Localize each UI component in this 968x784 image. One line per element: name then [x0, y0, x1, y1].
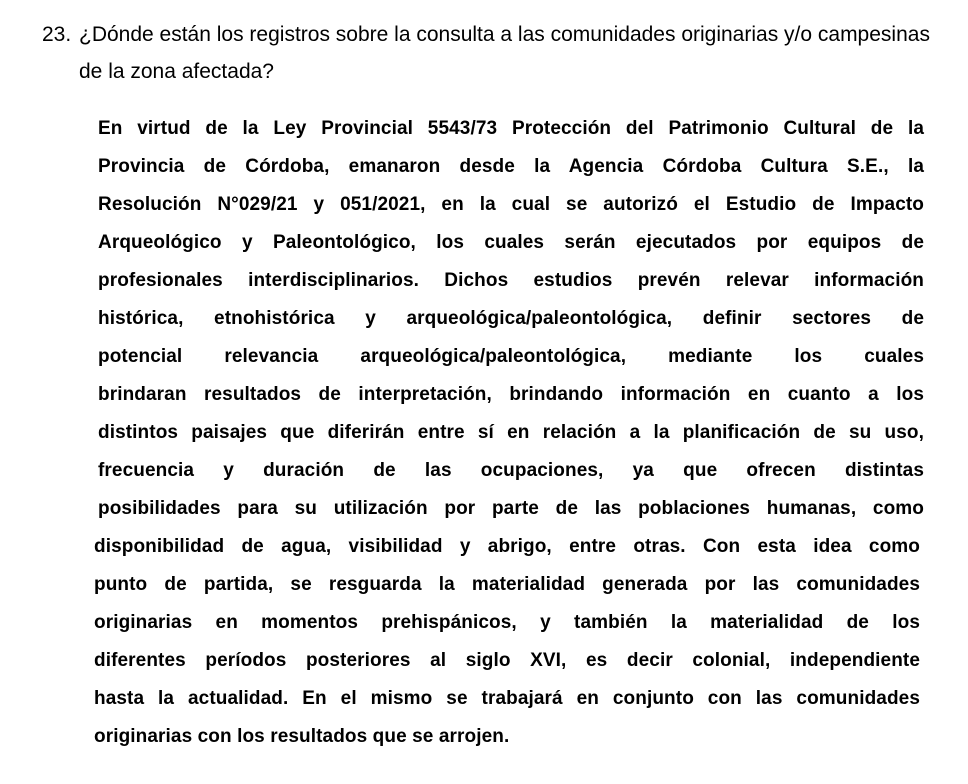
answer-line: originarias en momentos prehispánicos, y también la materialidad de los	[94, 612, 920, 633]
answer-line: histórica, etnohistórica y arqueológica/paleontológica, definir sectores de	[98, 308, 924, 329]
answer-line: disponibilidad de agua, visibilidad y abrigo, entre otras. Con esta idea como	[94, 536, 920, 557]
answer-line: frecuencia y duración de las ocupaciones, ya que ofrecen distintas	[98, 460, 924, 481]
answer-line: Provincia de Córdoba, emanaron desde la Agencia Córdoba Cultura S.E., la	[98, 156, 924, 177]
question-number: 23.	[42, 23, 72, 46]
answer-line: posibilidades para su utilización por parte de las poblaciones humanas, como	[98, 498, 924, 519]
question-text: ¿Dónde están los registros sobre la consulta a las comunidades originarias y/o campesinas de la zona afectada?	[79, 23, 930, 83]
answer-line: hasta la actualidad. En el mismo se trabajará en conjunto con las comunidades	[94, 688, 920, 709]
answer-line: punto de partida, se resguarda la materialidad generada por las comunidades	[94, 574, 920, 595]
answer-line: potencial relevancia arqueológica/paleontológica, mediante los cuales	[98, 346, 924, 367]
answer-line-last: originarias con los resultados que se arrojen.	[94, 726, 510, 747]
answer-line: diferentes períodos posteriores al siglo XVI, es decir colonial, independiente	[94, 650, 920, 671]
answer-line: En virtud de la Ley Provincial 5543/73 Protección del Patrimonio Cultural de la	[98, 118, 924, 139]
answer-line: profesionales interdisciplinarios. Dichos estudios prevén relevar información	[98, 270, 924, 291]
answer-line: Resolución N°029/21 y 051/2021, en la cual se autorizó el Estudio de Impacto	[98, 194, 924, 215]
answer-line: distintos paisajes que diferirán entre sí en relación a la planificación de su uso,	[98, 422, 924, 443]
answer-line: Arqueológico y Paleontológico, los cuales serán ejecutados por equipos de	[98, 232, 924, 253]
answer-line: brindaran resultados de interpretación, brindando información en cuanto a los	[98, 384, 924, 405]
question-block	[42, 16, 932, 90]
